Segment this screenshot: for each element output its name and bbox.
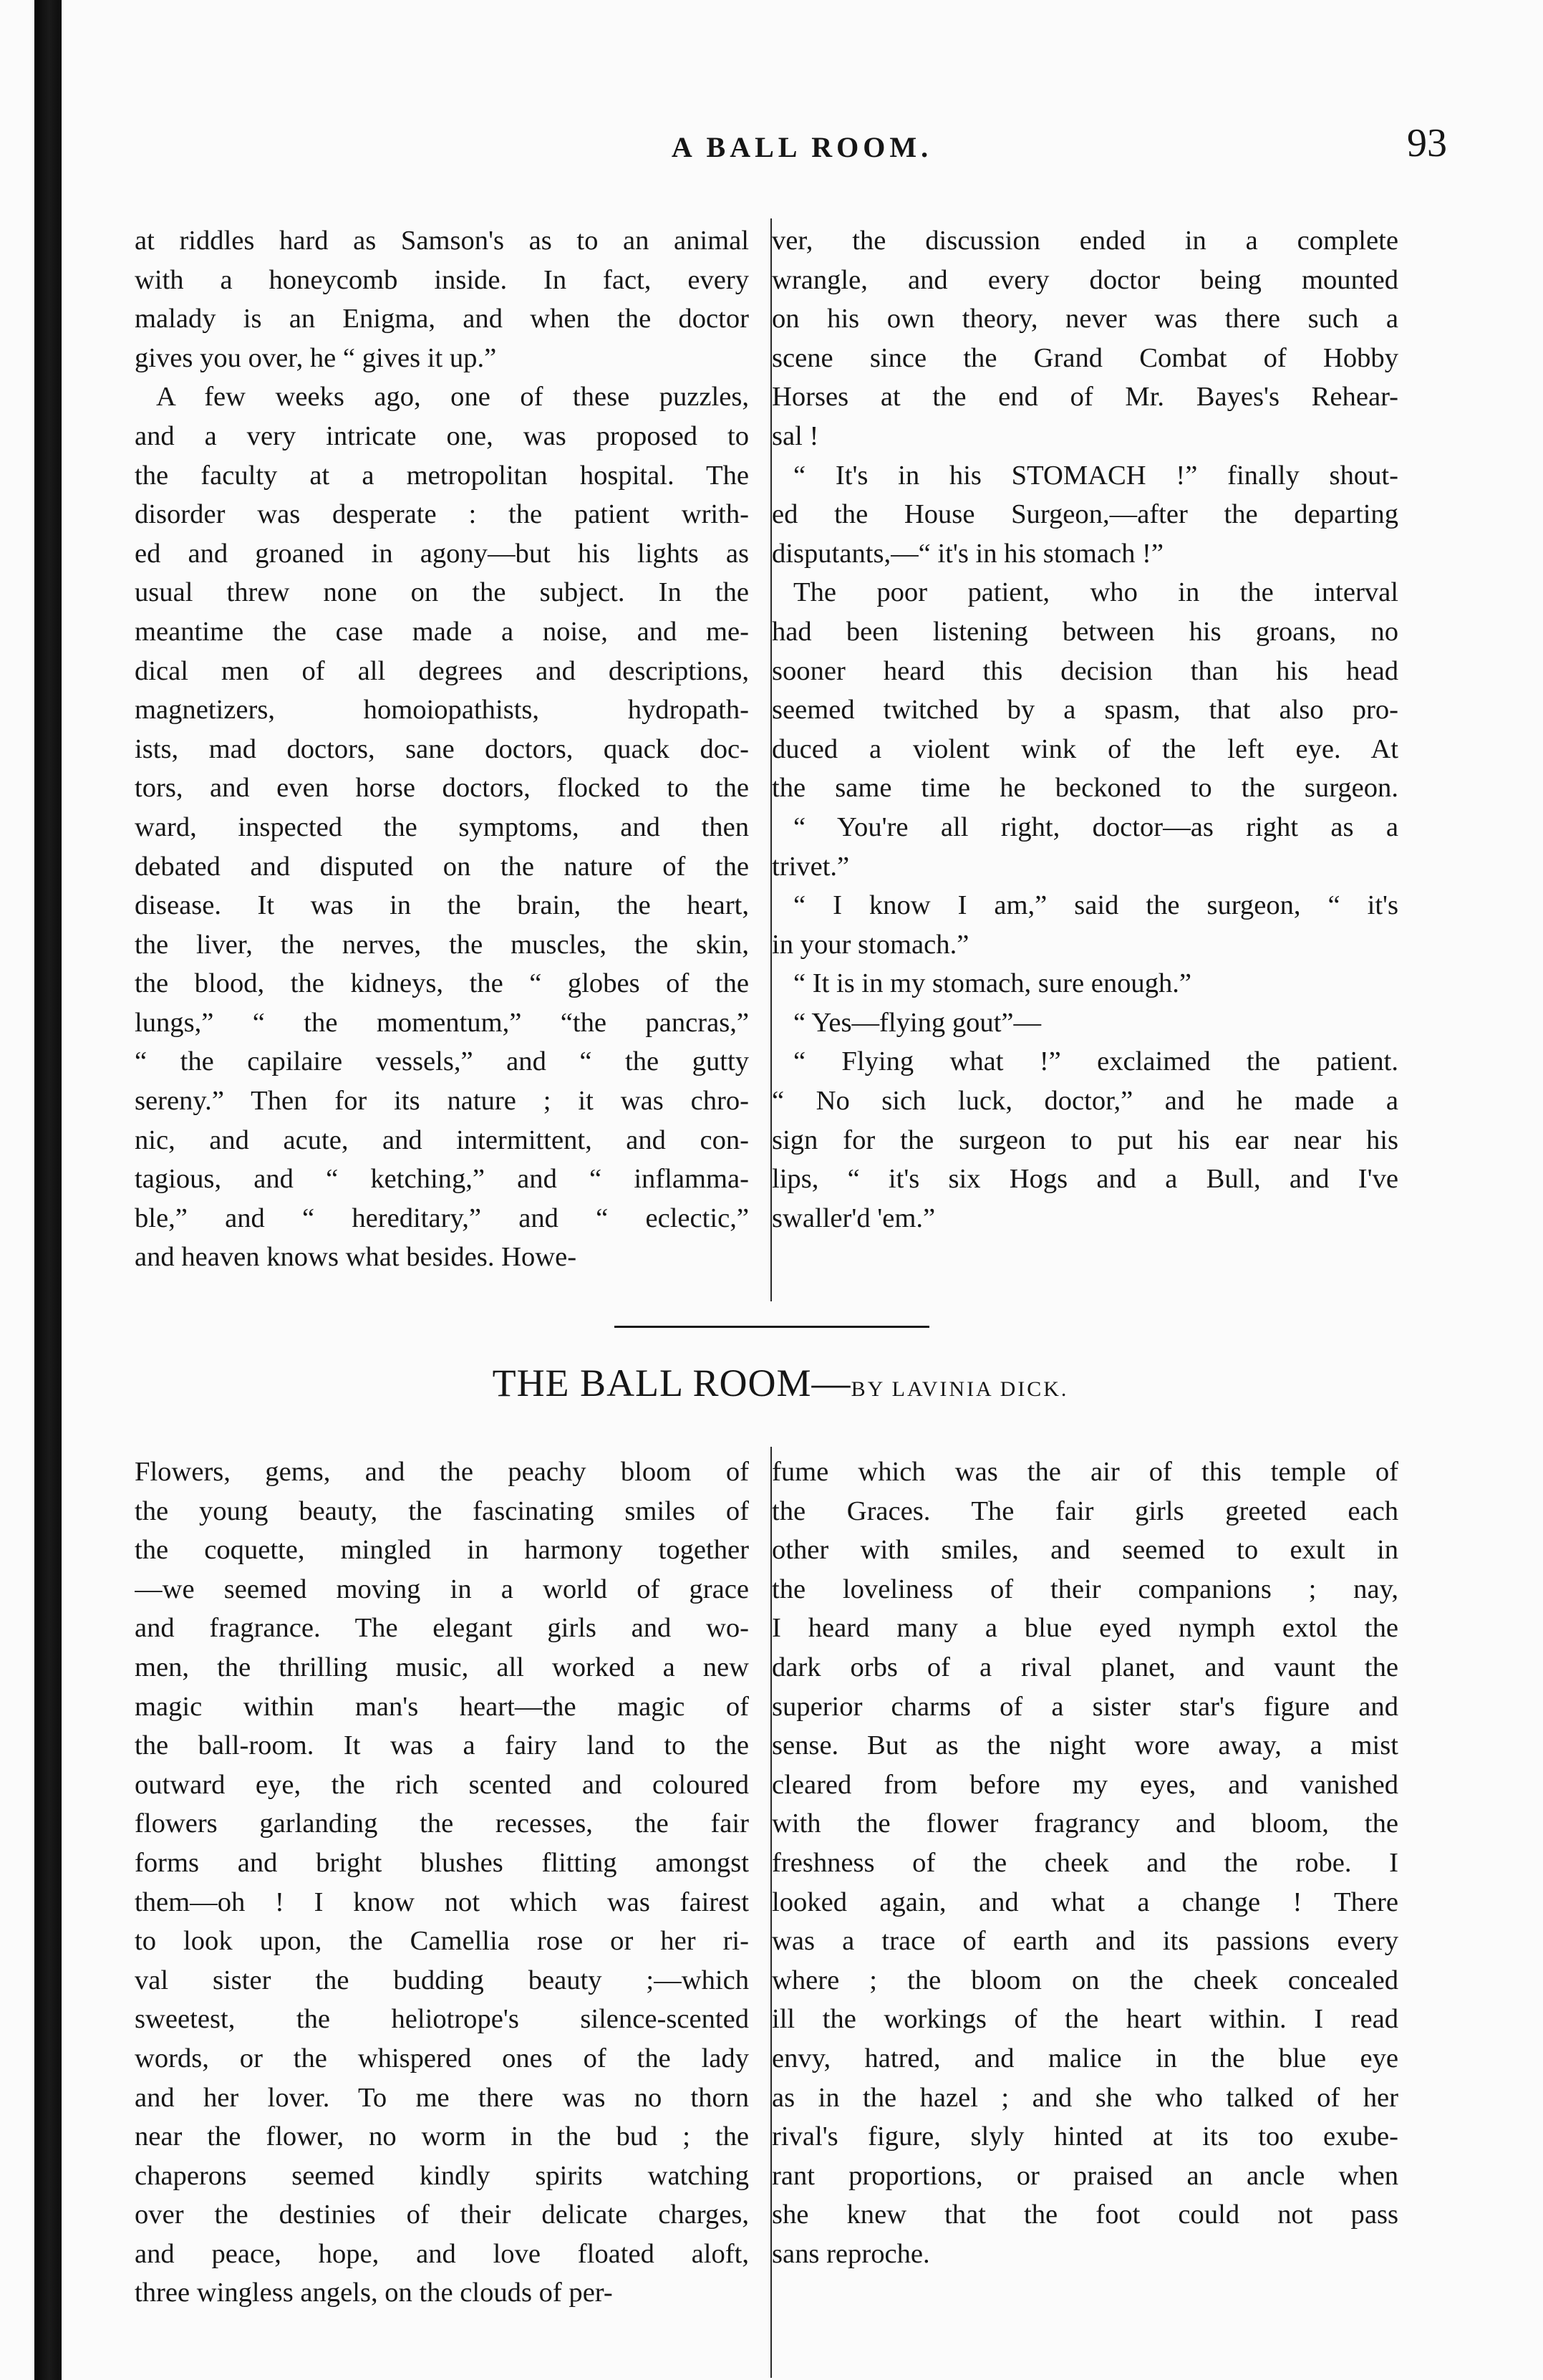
page-number: 93 bbox=[1407, 121, 1447, 165]
running-title: A BALL ROOM. bbox=[671, 131, 933, 163]
text-line: dark orbs of a rival planet, and vaunt the bbox=[772, 1652, 1398, 1682]
text-line: wrangle, and every doctor being mounted bbox=[772, 264, 1398, 295]
text-line: three wingless angels, on the clouds of per- bbox=[135, 2278, 613, 2308]
text-line: in your stomach.” bbox=[772, 929, 969, 960]
text-line: the faculty at a metropolitan hospital. The bbox=[135, 460, 749, 491]
text-line: near the flower, no worm in the bud ; the bbox=[135, 2121, 749, 2152]
text-line: “ It is in my stomach, sure enough.” bbox=[793, 968, 1192, 999]
text-line: the young beauty, the fascinating smiles of bbox=[135, 1495, 749, 1526]
text-line: words, or the whispered ones of the lady bbox=[135, 2043, 749, 2073]
text-line: usual threw none on the subject. In the bbox=[135, 577, 749, 608]
book-binding-edge bbox=[34, 0, 62, 2380]
text-line: meantime the case made a noise, and me- bbox=[135, 616, 749, 647]
text-line: disorder was desperate : the patient writh- bbox=[135, 499, 749, 530]
text-line: envy, hatred, and malice in the blue eye bbox=[772, 2043, 1398, 2073]
text-line: ward, inspected the symptoms, and then bbox=[135, 811, 749, 842]
text-line: disease. It was in the brain, the heart, bbox=[135, 890, 749, 921]
text-line: nic, and acute, and intermittent, and con- bbox=[135, 1124, 749, 1155]
text-line: freshness of the cheek and the robe. I bbox=[772, 1847, 1398, 1878]
text-line: as in the hazel ; and she who talked of her bbox=[772, 2082, 1398, 2113]
text-line: sweetest, the heliotrope's silence-scented bbox=[135, 2004, 749, 2035]
text-line: and her lover. To me there was no thorn bbox=[135, 2082, 749, 2113]
text-line: ble,” and “ hereditary,” and “ eclectic,” bbox=[135, 1203, 749, 1233]
text-line: magnetizers, homoiopathists, hydropath- bbox=[135, 695, 749, 726]
text-line: at riddles hard as Samson's as to an animal bbox=[135, 226, 749, 256]
text-line: malady is an Enigma, and when the doctor bbox=[135, 304, 749, 334]
text-line: forms and bright blushes flitting amongst bbox=[135, 1847, 749, 1878]
text-line: A few weeks ago, one of these puzzles, bbox=[156, 382, 749, 413]
text-line: the ball-room. It was a fairy land to the bbox=[135, 1730, 749, 1761]
text-line: “ the capilaire vessels,” and “ the gutty bbox=[135, 1046, 749, 1077]
top-right-column bbox=[772, 221, 1398, 1238]
text-line: ver, the discussion ended in a complete bbox=[772, 226, 1398, 256]
text-line: them—oh ! I know not which was fairest bbox=[135, 1887, 749, 1917]
text-line: outward eye, the rich scented and coloured bbox=[135, 1769, 749, 1800]
text-line: was a trace of earth and its passions every bbox=[772, 1926, 1398, 1957]
text-line: tors, and even horse doctors, flocked to the bbox=[135, 773, 749, 804]
text-line: the same time he beckoned to the surgeon. bbox=[772, 773, 1398, 804]
text-line: on his own theory, never was there such a bbox=[772, 304, 1398, 334]
text-line: trivet.” bbox=[772, 851, 850, 882]
text-line: and peace, hope, and love floated aloft, bbox=[135, 2238, 749, 2269]
text-line: she knew that the foot could not pass bbox=[772, 2200, 1398, 2230]
text-line: cleared from before my eyes, and vanished bbox=[772, 1769, 1398, 1800]
text-line: val sister the budding beauty ;—which bbox=[135, 1965, 749, 1995]
text-line: I heard many a blue eyed nymph extol the bbox=[772, 1613, 1398, 1644]
text-line: disputants,—“ it's in his stomach !” bbox=[772, 538, 1164, 569]
text-line: ill the workings of the heart within. I read bbox=[772, 2004, 1398, 2035]
text-line: “ No sich luck, doctor,” and he made a bbox=[772, 1086, 1398, 1117]
article-byline: BY LAVINIA DICK. bbox=[851, 1377, 1069, 1401]
text-line: the liver, the nerves, the muscles, the skin, bbox=[135, 929, 749, 960]
text-line: looked again, and what a change ! There bbox=[772, 1887, 1398, 1917]
article-title-text: THE BALL ROOM— bbox=[492, 1362, 851, 1405]
text-line: ed and groaned in agony—but his lights as bbox=[135, 538, 749, 569]
article-title bbox=[301, 1361, 1260, 1405]
text-line: the Graces. The fair girls greeted each bbox=[772, 1495, 1398, 1526]
text-line: sal ! bbox=[772, 420, 819, 451]
text-line: scene since the Grand Combat of Hobby bbox=[772, 342, 1398, 373]
text-line: Flowers, gems, and the peachy bloom of bbox=[135, 1457, 749, 1487]
top-left-column bbox=[135, 221, 749, 1277]
text-line: to look upon, the Camellia rose or her ri- bbox=[135, 1926, 749, 1957]
text-line: lips, “ it's six Hogs and a Bull, and I've bbox=[772, 1164, 1398, 1195]
text-line: rant proportions, or praised an ancle when bbox=[772, 2160, 1398, 2191]
text-line: sense. But as the night wore away, a mist bbox=[772, 1730, 1398, 1761]
text-line: sans reproche. bbox=[772, 2238, 930, 2269]
text-line: ists, mad doctors, sane doctors, quack doc- bbox=[135, 733, 749, 764]
text-line: sereny.” Then for its nature ; it was chro- bbox=[135, 1086, 749, 1117]
text-line: gives you over, he “ gives it up.” bbox=[135, 342, 497, 373]
text-line: seemed twitched by a spasm, that also pro- bbox=[772, 695, 1398, 726]
text-line: the loveliness of their companions ; nay, bbox=[772, 1574, 1398, 1604]
text-line: superior charms of a sister star's figure and bbox=[772, 1691, 1398, 1722]
text-line: over the destinies of their delicate charges, bbox=[135, 2200, 749, 2230]
text-line: “ Yes—flying gout”— bbox=[793, 1007, 1042, 1038]
text-line: the blood, the kidneys, the “ globes of the bbox=[135, 968, 749, 999]
text-line: “ Flying what !” exclaimed the patient. bbox=[793, 1046, 1398, 1077]
text-line: rival's figure, slyly hinted at its too exube- bbox=[772, 2121, 1398, 2152]
text-line: and a very intricate one, was proposed to bbox=[135, 420, 749, 451]
text-line: chaperons seemed kindly spirits watching bbox=[135, 2160, 749, 2191]
text-line: the coquette, mingled in harmony together bbox=[135, 1535, 749, 1566]
text-line: tagious, and “ ketching,” and “ inflamma- bbox=[135, 1164, 749, 1195]
text-line: flowers garlanding the recesses, the fair bbox=[135, 1808, 749, 1839]
text-line: fume which was the air of this temple of bbox=[772, 1457, 1398, 1487]
text-line: magic within man's heart—the magic of bbox=[135, 1691, 749, 1722]
text-line: “ It's in his STOMACH !” finally shout- bbox=[793, 460, 1398, 491]
text-line: sooner heard this decision than his head bbox=[772, 655, 1398, 686]
text-line: —we seemed moving in a world of grace bbox=[135, 1574, 749, 1604]
text-line: and fragrance. The elegant girls and wo- bbox=[135, 1613, 749, 1644]
text-line: ed the House Surgeon,—after the departing bbox=[772, 499, 1398, 530]
text-line: swaller'd 'em.” bbox=[772, 1203, 936, 1233]
text-line: duced a violent wink of the left eye. At bbox=[772, 733, 1398, 764]
article-left-column bbox=[135, 1452, 749, 2313]
text-line: with the flower fragrancy and bloom, the bbox=[772, 1808, 1398, 1839]
article-right-column bbox=[772, 1452, 1398, 2273]
text-line: other with smiles, and seemed to exult in bbox=[772, 1535, 1398, 1566]
text-line: had been listening between his groans, no bbox=[772, 616, 1398, 647]
text-line: with a honeycomb inside. In fact, every bbox=[135, 264, 749, 295]
text-line: The poor patient, who in the interval bbox=[793, 577, 1398, 608]
text-line: “ You're all right, doctor—as right as a bbox=[793, 811, 1398, 842]
text-line: men, the thrilling music, all worked a new bbox=[135, 1652, 749, 1682]
text-line: sign for the surgeon to put his ear near his bbox=[772, 1124, 1398, 1155]
text-line: debated and disputed on the nature of the bbox=[135, 851, 749, 882]
text-line: lungs,” “ the momentum,” “the pancras,” bbox=[135, 1007, 749, 1038]
text-line: and heaven knows what besides. Howe- bbox=[135, 1242, 577, 1273]
text-line: “ I know I am,” said the surgeon, “ it's bbox=[793, 890, 1398, 921]
text-line: dical men of all degrees and descriptions, bbox=[135, 655, 749, 686]
text-line: Horses at the end of Mr. Bayes's Rehear- bbox=[772, 382, 1398, 413]
text-line: where ; the bloom on the cheek concealed bbox=[772, 1965, 1398, 1995]
section-separator bbox=[614, 1326, 929, 1328]
